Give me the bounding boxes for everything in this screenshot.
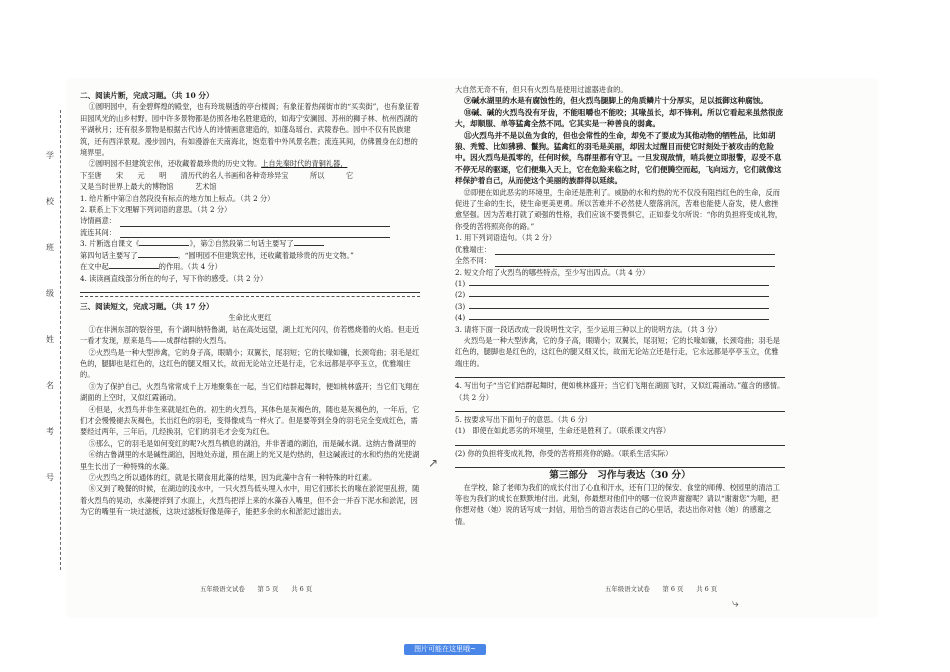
page-footer-right: 五年级语文试卷 第 6 页 共 6 页 — [605, 585, 718, 593]
answer-line[interactable] — [469, 278, 769, 286]
part-three-title: 第三部分 习作与表达（30 分） — [549, 470, 691, 482]
answer-line[interactable] — [80, 284, 420, 293]
story-paragraph: ③为了保护自己，火烈鸟常常成千上万地聚集在一起，当它们结群起舞时，便如桃林盛开；当它们飞翔在湖面的上空时，又似红霞涌动。 — [80, 381, 420, 403]
story-paragraph: ⑤那么，它的羽毛是如何变红的呢?火烈鸟栖息的湖泊，并非普通的湖泊，而是碱水湖。这纳古鲁湖里的 — [88, 438, 416, 448]
answer-line[interactable] — [455, 459, 785, 468]
binding-char: 名 — [46, 381, 54, 390]
answer-line[interactable] — [495, 247, 775, 255]
passage-text-underlined: 上自先秦时代的青铜礼器， — [261, 159, 348, 169]
question-3-cont — [80, 250, 420, 261]
story-paragraph: ⑧又到了晚餐的时候，在湖边的浅水中，一只火烈鸟低头埋入水中，用它们那长长的喙在淤泥里乱捞，随着火烈鸟的晃动，水藻便浮到了水面上，火烈鸟把浮上来的水藻吞入嘴里，但不会一并吞下泥水和淤泥，因为它的嘴里有一块过滤板，这块过滤板好像是筛子，能把多余的水和淤泥过滤出去。 — [80, 484, 420, 517]
right-column — [455, 84, 785, 527]
pen-mark-icon: ⤷ — [732, 596, 739, 610]
question-3: 3. 请将下面一段话改成一段说明性文字，至少运用三种以上的说明方法。（共 3 分） — [455, 324, 722, 334]
question-3-text: 。“圆明园不但建筑宏伟，还收藏着最珍贵的历史文物。” — [177, 250, 354, 260]
binding-char: 姓 — [46, 335, 54, 344]
question-2: 2. 联系上下文理解下列词语的意思。（共 2 分） — [80, 205, 232, 215]
question-3-text: 在文中起 — [80, 262, 109, 272]
binding-char: 校 — [46, 197, 54, 206]
answer-line[interactable] — [455, 369, 785, 378]
binding-line — [60, 110, 61, 570]
story-paragraph: ⑦火烈鸟之所以通体的红，就是长期食用此藻的结果，因为此藻中含有一种特殊的叶红素。 — [88, 473, 377, 482]
binding-labels — [46, 150, 56, 518]
answer-line[interactable] — [455, 437, 785, 446]
story-continuation: 大自然无奇不有，但只有火烈鸟是使用过滤器进食的。 — [455, 85, 628, 94]
story-paragraph: ①在非洲东部的裂谷里，有个湖叫纳特鲁湖，站在高处远望，湖上红光闪闪，仿若燃烧着的火焰。但走近一看才发现，原来是鸟——成群结群的火烈鸟。 — [80, 324, 420, 346]
question-5-a: (1) 即使在如此恶劣的环境里，生命还是胜利了。（联系课文内容） — [455, 426, 671, 436]
passage-unpunctuated-line: 又是当时世界上最大的博物馆 艺术馆 — [80, 182, 217, 192]
answer-line[interactable] — [469, 312, 769, 320]
question-3-text: 》，第②自然段第二句话主要写了 — [189, 239, 294, 249]
answer-line[interactable] — [495, 259, 775, 267]
binding-char: 学 — [46, 151, 54, 160]
image-hint-banner[interactable]: 图片可能在这里哦~ — [404, 644, 486, 655]
story-paragraph: ⑥纳古鲁湖里的水是碱性湖泊，因地处赤道，照在湖上的光又是灼热的，但这碱液过的水和灼热的光使湖里生长出了一种特殊的水藻。 — [80, 450, 420, 471]
question-2: 2. 短文介绍了火烈鸟的哪些特点，至少写出四点。（共 4 分） — [455, 267, 650, 277]
question-4: 4. 读读画直线部分所在的句子，写下你的感受。（共 2 分） — [80, 273, 268, 283]
passage-unpunctuated-line: 下至唐 宋 元 明 清历代的名人书画和各种奇珍异宝 所以 它 — [80, 170, 354, 180]
story-paragraph: ⑨碱水湖里的水是有腐蚀性的，但火烈鸟腿脚上的角质鳞片十分厚实，足以抵御这种腐蚀。 — [464, 96, 768, 106]
answer-line[interactable] — [120, 230, 390, 238]
question-3-cont — [80, 261, 420, 272]
story-paragraph: ④但是，火烈鸟并非生来就是红色的。初生的火烈鸟，其体色是灰褐色的，随也是灰褐色的，一年后，它们才会慢慢褪去灰褐色，长出红色的羽毛，变得像成鸟一样火了。但是要等到全身的羽毛完全变成红色，需要经过两年，三年后，几经换羽，它们的羽毛才会变为红色。 — [80, 404, 420, 437]
passage-paragraph-1: ①圆明园中，有金碧辉煌的殿堂，也有玲珑剔透的亭台楼阁；有象征着热闹街市的“买卖街”，也有象征着田园风光的山乡村野。园中许多景物都是仿照各地名胜建造的，如海宁安澜园、苏州的狮子林、杭州西湖的平湖秋月；还有很多景物是根据古代诗人的诗情画意建造的，如蓬岛瑶台、武陵春色。园中不仅有民族建筑，还有西洋景观。漫步园内，有如漫游在天南海北，饱览着中外风景名胜；流连其间，仿佛置身在幻想的境界里。 — [80, 102, 420, 158]
answer-blank[interactable] — [109, 261, 159, 269]
item-number: (2) — [455, 290, 466, 300]
section-three-title: 三、阅读短文，完成习题。（共 17 分） — [80, 301, 214, 311]
item-number: (1) — [455, 278, 466, 288]
story-paragraph: ⑪火烈鸟并不是以鱼为食的，但也会常性的生命，却免不了要成为其他动物的牺牲品，比如胡狼、秃鹫、比如狒狒、鬣狗。猛禽红的羽毛是美丽，却因太过醒目而使它时刻处于被攻击的危险中。因火烈鸟是孤零的，任何时候，鸟群里都有守卫。一旦发现敌情，哨兵便立即报警，忍受不息不停无尽的驱逐，它们便集入天上，它在危险来临之时，它们便腾空而起，飞向远方，它们就像这样保护着自己，从而使这个美丽的族群得以延续。 — [455, 130, 782, 186]
story-paragraph: ⑫即便在如此恶劣的环境里，生命还是胜利了。威胁的水和灼热的光不仅没有阻挡红色的生命，反而促进了生命的生长，使生命更美更勇。所以苦难并不必然使人堕落消沉，苦难也能使人奋发，使人愈挫愈坚强。因为苦难打就了顽强的性格，我们应该不要畏惧它，正如泰戈尔所说：“你的负担将变成礼物，你受的苦将照亮你的路。” — [455, 187, 783, 231]
question-1: 1. 给片断中第②自然段没有标点的地方加上标点。（共 2 分） — [80, 193, 275, 203]
page-footer-left: 五年级语文试卷 第 5 页 共 6 页 — [200, 585, 313, 593]
term-label: 优雅端庄： — [455, 244, 491, 254]
answer-line[interactable] — [469, 289, 769, 297]
answer-line[interactable] — [120, 219, 390, 227]
question-3-text: 第四句话主要写了 — [80, 250, 138, 260]
divider — [80, 296, 420, 297]
question-3-text: 的作用。（共 4 分） — [158, 262, 222, 272]
question-5: 5. 按要求写出下面句子的意思。（共 6 分） — [455, 414, 592, 424]
binding-char: 班 — [46, 243, 54, 252]
question-1: 1. 用下列词语造句。（共 2 分） — [455, 233, 556, 243]
item-number: (3) — [455, 301, 466, 311]
section-two-title: 二、阅读片断，完成习题。（共 10 分） — [80, 91, 214, 100]
question-5-b: (2) 你的负担将变成礼物，你受的苦将照亮你的路。（联系生活实际） — [455, 448, 673, 458]
story-paragraph: ②火烈鸟是一种大型涉禽，它的身子高，眼睛小；双翼长，尾羽短；它的长喙如镰，长颈弯曲；羽毛是红色的，腿脚也是红色的，这红色的腿又细又长，故而无论站立还是行走，它永远都是亭亭玉立，优雅端庄的。 — [80, 347, 420, 380]
term-label: 流连其间： — [80, 227, 116, 237]
binding-char: 号 — [46, 473, 54, 482]
passage-paragraph-2 — [80, 158, 420, 169]
question-3-text: 3. 片断选自课文《 — [80, 239, 140, 249]
story-paragraph: ⑩碱、碱的火烈鸟没有牙齿，不能咀嚼也不能咬；其喙虽长，却不锋利。所以它看起来虽然很庞大，却顺服、单等猛禽全然不同。它其实是一种善良的弱禽。 — [455, 107, 784, 129]
answer-line[interactable] — [469, 301, 769, 309]
binding-char: 级 — [46, 289, 54, 298]
answer-blank[interactable] — [294, 238, 324, 246]
answer-blank[interactable] — [139, 238, 189, 246]
answer-blank[interactable] — [138, 250, 178, 258]
term-label: 全然不同： — [455, 256, 491, 266]
question-3-passage: 火烈鸟是一种大型涉禽，它的身子高，眼睛小；双翼长，尾羽短；它的长喙如镰，长颈弯曲；羽毛是红色的，腿脚也是红色的，这红色的腿又细又长，故而无论站立还是行走，它永远都是亭亭玉立，优雅端庄的。 — [455, 335, 780, 368]
term-label: 诗情画意： — [80, 216, 116, 226]
left-column — [80, 90, 420, 518]
story-title: 生命比火更红 — [228, 313, 272, 323]
binding-char: 考 — [46, 427, 54, 436]
passage-text: ②圆明园不但建筑宏伟，还收藏着最珍贵的历史文物。 — [88, 159, 262, 169]
answer-line[interactable] — [455, 403, 785, 412]
cursor-icon: ↗ — [428, 456, 439, 470]
item-number: (4) — [455, 313, 466, 323]
question-3 — [80, 238, 420, 249]
essay-prompt: 在学校，除了老师为我们的成长付出了心血和汗水，还有门卫的保安、食堂的师傅、校园里的清洁工等也为我们的成长在默默地付出。此刻，你最想对他们中的哪一位说声谢谢呢？请以“谢谢您”为题，把你想对他（她）说的话写成一封信，用恰当的语言表达自己的心里话，表达出你对他（她）的感谢之情。 — [455, 482, 780, 526]
question-4: 4. 写出句子“当它们结群起舞时，便如桃林盛开；当它们飞翔在湖面飞时，又似红霞涌动。”蕴含的感情。（共 2 分） — [455, 381, 785, 402]
